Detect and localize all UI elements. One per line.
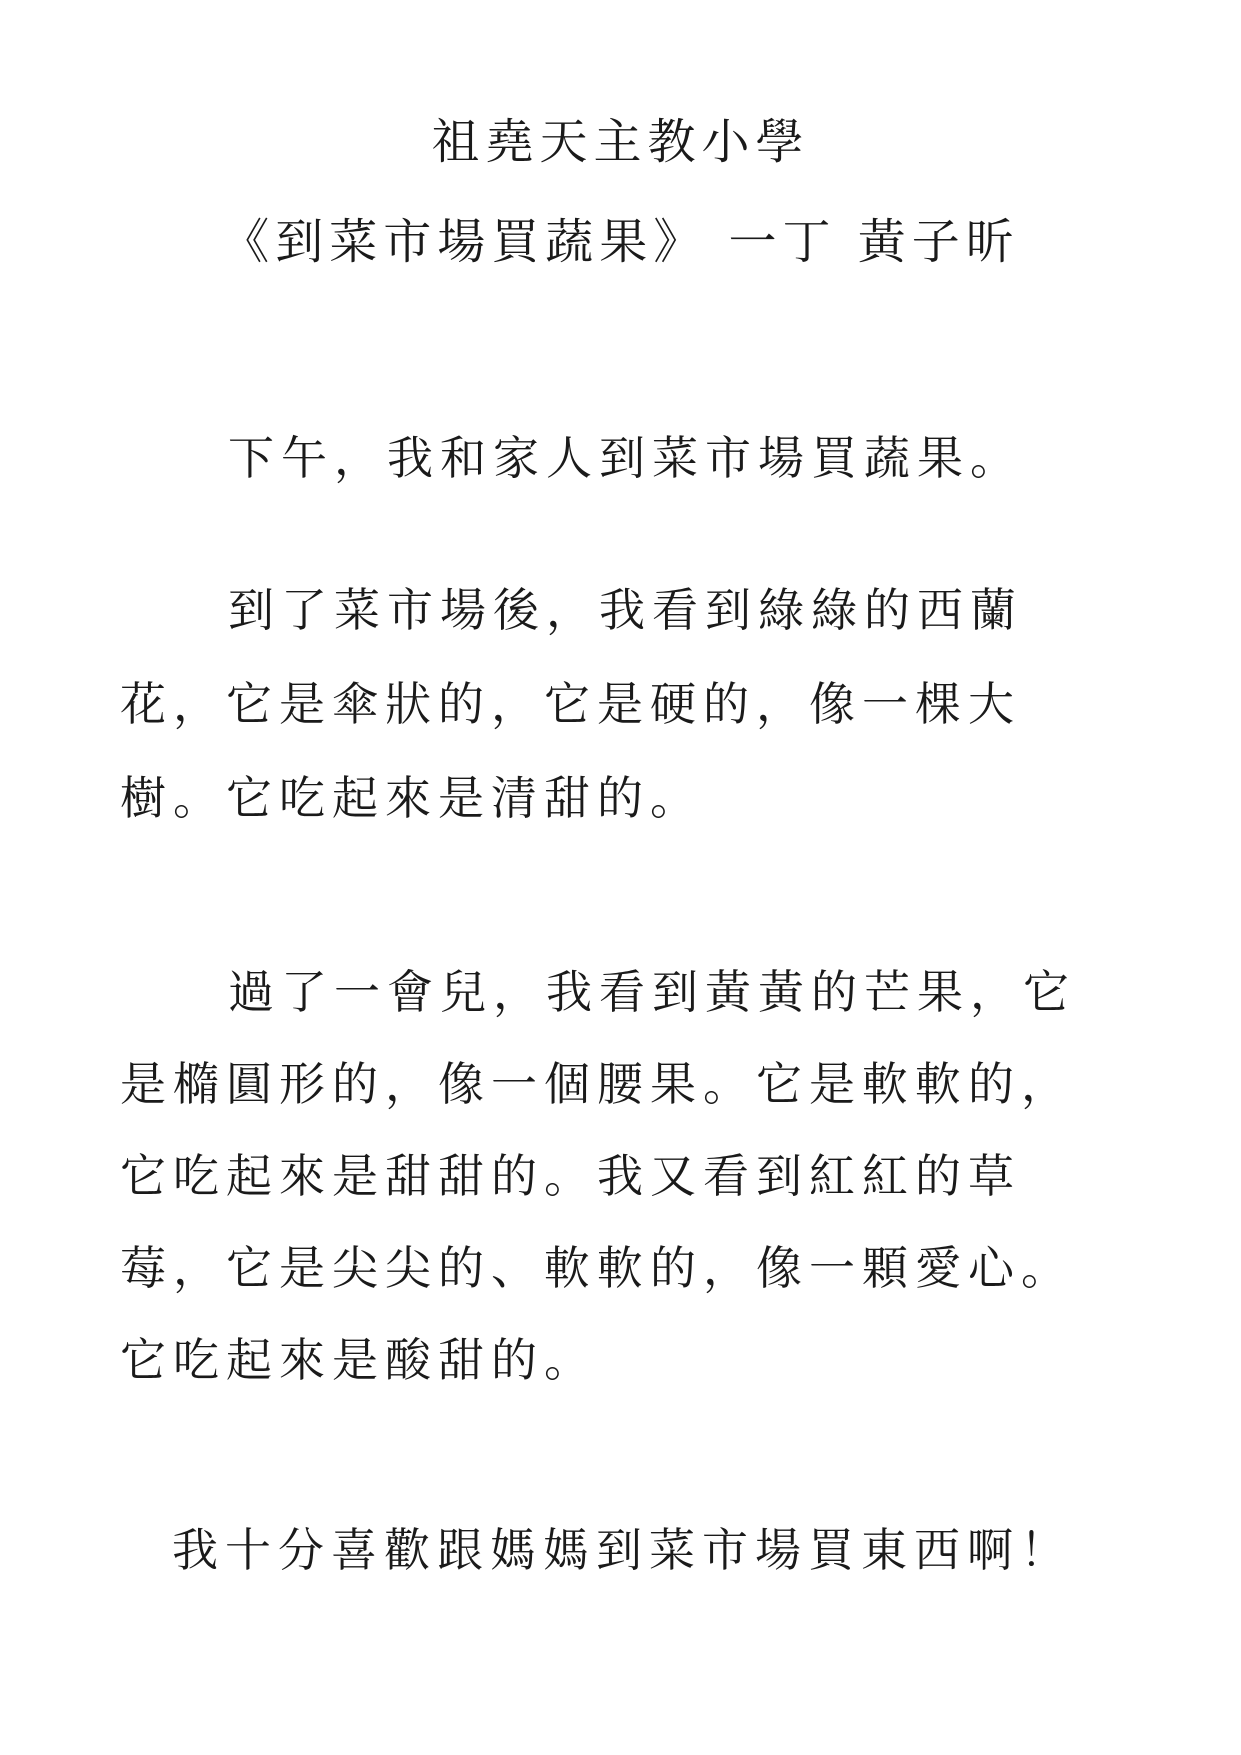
paragraph-line: 它吃起來是甜甜的。我又看到紅紅的草 (120, 1149, 1021, 1203)
paragraph-line: 過了一會兒，我看到黃黃的芒果，它 (228, 965, 1076, 1019)
paragraph-line: 樹。它吃起來是清甜的。 (120, 771, 703, 825)
paragraph-line: 它吃起來是酸甜的。 (120, 1333, 597, 1387)
paragraph-line: 是橢圓形的，像一個腰果。它是軟軟的， (120, 1057, 1074, 1111)
paragraph-line: 我十分喜歡跟媽媽到菜市場買東西啊！ (172, 1523, 1073, 1577)
school-name: 祖堯天主教小學 (431, 114, 810, 170)
paragraph-line: 到了菜市場後，我看到綠綠的西蘭 (228, 583, 1023, 637)
paragraph-line: 花，它是傘狀的，它是硬的，像一棵大 (120, 677, 1021, 731)
paragraph-line: 莓，它是尖尖的、軟軟的，像一顆愛心。 (120, 1241, 1074, 1295)
paragraph-line: 下午，我和家人到菜市場買蔬果。 (228, 431, 1023, 485)
essay-title: 《到菜市場買蔬果》 一丁 黃子昕 (221, 214, 1020, 270)
